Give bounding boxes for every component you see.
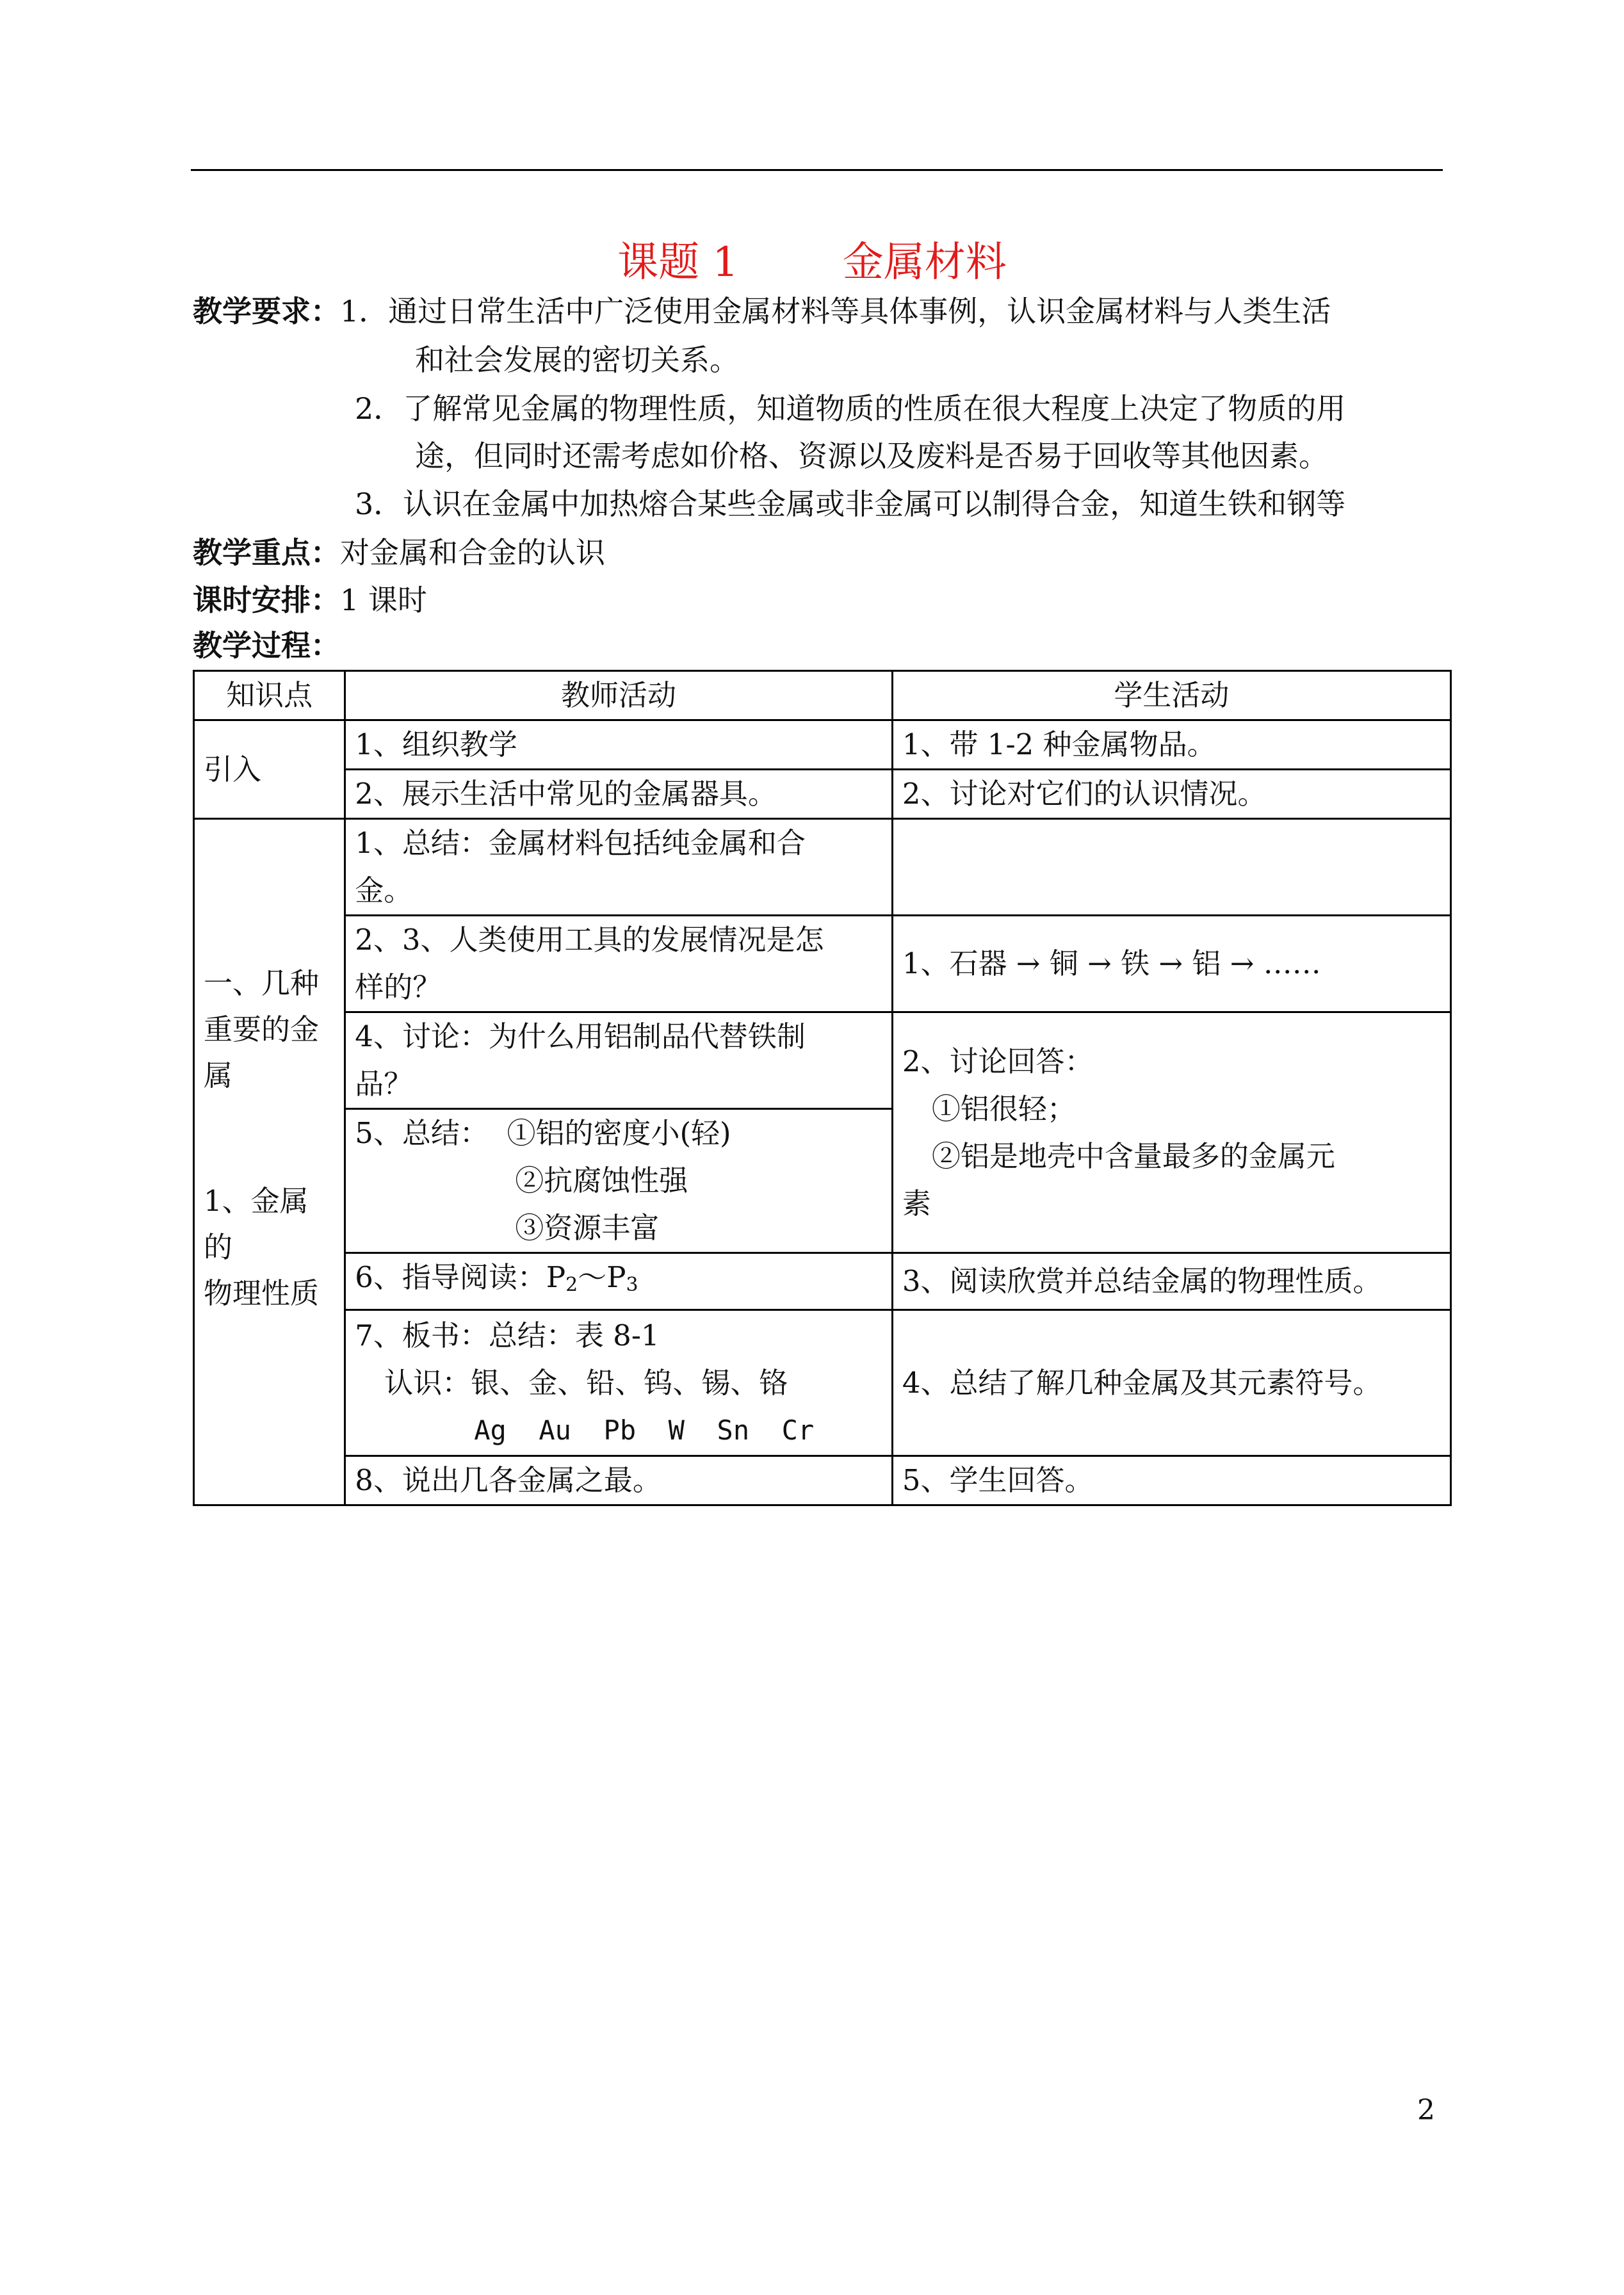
teacher-activity: 1、总结：金属材料包括纯金属和合 金。 (345, 819, 893, 916)
table-header-row (194, 671, 1451, 720)
student-activity: 1、带 1-2 种金属物品。 (892, 720, 1450, 770)
requirement-1-text: 1．通过日常生活中广泛使用金属材料等具体事例，认识金属材料与人类生活 (340, 294, 1331, 328)
teacher-activity: 1、组织教学 (345, 720, 893, 770)
table-row (194, 1012, 1451, 1109)
schedule-line (193, 581, 427, 619)
focus-label: 教学重点： (193, 535, 340, 570)
table-row (194, 1456, 1451, 1505)
col-header-student: 学生活动 (892, 671, 1450, 720)
teacher-activity: 4、讨论：为什么用铝制品代替铁制 品？ (345, 1012, 893, 1109)
process-label: 教学过程： (193, 628, 340, 663)
requirement-2-text: 2．了解常见金属的物理性质，知道物质的性质在很大程度上决定了物质的用 (355, 391, 1346, 426)
teacher-activity: 5、总结： ①铝的密度小(轻) ②抗腐蚀性强 ③资源丰富 (345, 1109, 893, 1253)
table-row (194, 916, 1451, 1012)
requirement-3-text: 3．认识在金属中加热熔合某些金属或非金属可以制得合金，知道生铁和钢等 (355, 487, 1346, 521)
requirement-2-cont: 途，但同时还需考虑如价格、资源以及废料是否易于回收等其他因素。 (415, 439, 1328, 473)
schedule-value: 1 课时 (340, 583, 427, 617)
student-activity: 1、石器 → 铜 → 铁 → 铝 → …… (892, 916, 1450, 1012)
focus-value: 对金属和合金的认识 (340, 535, 605, 570)
table-row (194, 819, 1451, 916)
schedule-label: 课时安排： (193, 583, 340, 617)
header-rule (191, 169, 1443, 171)
teacher-activity: 7、板书：总结：表 8-1 认识：银、金、铅、钨、锡、铬 Ag Au Pb W Sn Cr (345, 1310, 893, 1456)
table-row (194, 1253, 1451, 1310)
teacher-activity: 8、说出几各金属之最。 (345, 1456, 893, 1505)
lesson-table (193, 670, 1452, 1506)
knowledge-point-intro: 引入 (194, 720, 345, 819)
knowledge-point-metals: 一、几种 重要的金 属 1、金属的 物理性质 (194, 819, 345, 1505)
table-row (194, 770, 1451, 819)
teacher-activity: 6、指导阅读：$P_2\sim P_3$ (345, 1253, 893, 1310)
student-activity: 3、阅读欣赏并总结金属的物理性质。 (892, 1253, 1450, 1310)
table-row (194, 1310, 1451, 1456)
student-activity: 4、总结了解几种金属及其元素符号。 (892, 1310, 1450, 1456)
table-row (194, 720, 1451, 770)
page-number: 2 (1417, 2094, 1435, 2127)
teacher-activity: 2、3、人类使用工具的发展情况是怎 样的？ (345, 916, 893, 1012)
student-activity: 2、讨论回答： ①铝很轻； ②铝是地壳中含量最多的金属元 素 (892, 1012, 1450, 1253)
requirements-line-1 (193, 292, 1331, 330)
col-header-knowledge: 知识点 (194, 671, 345, 720)
student-activity-empty (892, 819, 1450, 916)
student-activity: 5、学生回答。 (892, 1456, 1450, 1505)
focus-line (193, 533, 605, 572)
requirement-1-cont: 和社会发展的密切关系。 (415, 343, 739, 377)
page-title: 课题 1 金属材料 (617, 239, 1007, 286)
teacher-activity: 2、展示生活中常见的金属器具。 (345, 770, 893, 819)
col-header-teacher: 教师活动 (345, 671, 893, 720)
student-activity: 2、讨论对它们的认识情况。 (892, 770, 1450, 819)
requirements-label: 教学要求： (193, 294, 340, 328)
